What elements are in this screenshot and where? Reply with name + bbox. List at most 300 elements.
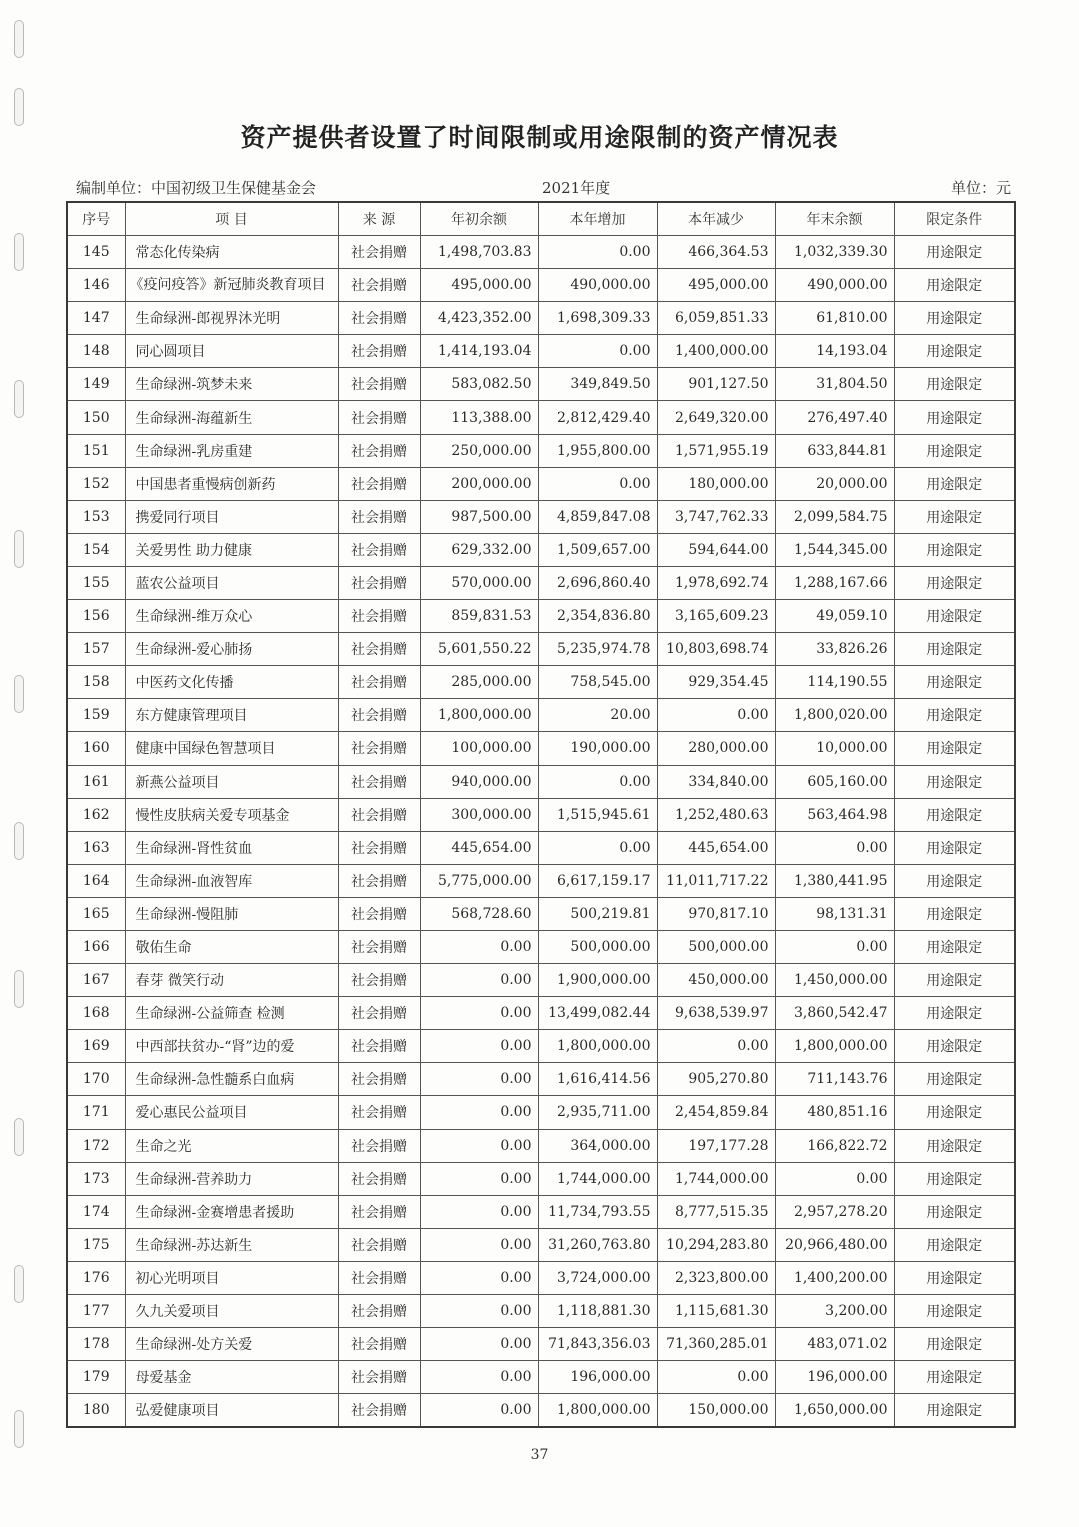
row-opening-balance: 1,498,703.83 xyxy=(420,236,538,269)
page-title: 资产提供者设置了时间限制或用途限制的资产情况表 xyxy=(240,123,839,152)
row-index: 148 xyxy=(67,335,125,368)
row-closing-balance: 10,000.00 xyxy=(775,732,894,765)
row-decrease: 0.00 xyxy=(657,1030,775,1063)
row-project: 同心圆项目 xyxy=(125,335,338,368)
row-index: 158 xyxy=(67,666,125,699)
row-opening-balance: 0.00 xyxy=(420,1261,538,1294)
row-closing-balance: 563,464.98 xyxy=(775,798,894,831)
row-restriction: 用途限定 xyxy=(894,434,1015,467)
row-source: 社会捐赠 xyxy=(338,1261,420,1294)
row-restriction: 用途限定 xyxy=(894,1361,1015,1394)
row-opening-balance: 1,414,193.04 xyxy=(420,335,538,368)
row-increase: 490,000.00 xyxy=(538,269,657,302)
table-row xyxy=(67,401,1015,434)
row-closing-balance: 1,400,200.00 xyxy=(775,1261,894,1294)
row-source: 社会捐赠 xyxy=(338,864,420,897)
row-closing-balance: 1,544,345.00 xyxy=(775,533,894,566)
row-opening-balance: 5,601,550.22 xyxy=(420,633,538,666)
row-restriction: 用途限定 xyxy=(894,930,1015,963)
row-restriction: 用途限定 xyxy=(894,236,1015,269)
row-restriction: 用途限定 xyxy=(894,600,1015,633)
row-project: 生命绿洲-急性髓系白血病 xyxy=(125,1063,338,1096)
row-closing-balance: 114,190.55 xyxy=(775,666,894,699)
row-opening-balance: 0.00 xyxy=(420,1162,538,1195)
row-project: 久九关爱项目 xyxy=(125,1295,338,1328)
compiling-unit: 编制单位：中国初级卫生保健基金会 xyxy=(76,179,317,197)
row-project: 敬佑生命 xyxy=(125,930,338,963)
row-source: 社会捐赠 xyxy=(338,1063,420,1096)
row-restriction: 用途限定 xyxy=(894,401,1015,434)
row-index: 154 xyxy=(67,533,125,566)
row-source: 社会捐赠 xyxy=(338,269,420,302)
row-restriction: 用途限定 xyxy=(894,1129,1015,1162)
row-project: 生命绿洲-维万众心 xyxy=(125,600,338,633)
row-restriction: 用途限定 xyxy=(894,732,1015,765)
table-row xyxy=(67,566,1015,599)
row-decrease: 1,744,000.00 xyxy=(657,1162,775,1195)
row-opening-balance: 0.00 xyxy=(420,1195,538,1228)
row-restriction: 用途限定 xyxy=(894,1195,1015,1228)
row-closing-balance: 1,450,000.00 xyxy=(775,964,894,997)
table-row xyxy=(67,997,1015,1030)
row-opening-balance: 0.00 xyxy=(420,1129,538,1162)
row-increase: 196,000.00 xyxy=(538,1361,657,1394)
row-decrease: 495,000.00 xyxy=(657,269,775,302)
row-decrease: 71,360,285.01 xyxy=(657,1328,775,1361)
table-row xyxy=(67,666,1015,699)
row-decrease: 2,649,320.00 xyxy=(657,401,775,434)
row-index: 161 xyxy=(67,765,125,798)
row-decrease: 1,400,000.00 xyxy=(657,335,775,368)
table-row xyxy=(67,964,1015,997)
row-source: 社会捐赠 xyxy=(338,434,420,467)
row-closing-balance: 20,000.00 xyxy=(775,467,894,500)
row-decrease: 970,817.10 xyxy=(657,897,775,930)
row-restriction: 用途限定 xyxy=(894,699,1015,732)
row-source: 社会捐赠 xyxy=(338,1129,420,1162)
row-project: 春芽 微笑行动 xyxy=(125,964,338,997)
row-decrease: 500,000.00 xyxy=(657,930,775,963)
table-row xyxy=(67,897,1015,930)
row-project: 生命绿洲-公益筛查 检测 xyxy=(125,997,338,1030)
row-restriction: 用途限定 xyxy=(894,467,1015,500)
table-row xyxy=(67,1030,1015,1063)
row-closing-balance: 711,143.76 xyxy=(775,1063,894,1096)
row-index: 156 xyxy=(67,600,125,633)
row-closing-balance: 20,966,480.00 xyxy=(775,1228,894,1261)
row-restriction: 用途限定 xyxy=(894,798,1015,831)
row-restriction: 用途限定 xyxy=(894,533,1015,566)
row-restriction: 用途限定 xyxy=(894,666,1015,699)
row-decrease: 929,354.45 xyxy=(657,666,775,699)
row-increase: 2,812,429.40 xyxy=(538,401,657,434)
row-project: 生命绿洲-肾性贫血 xyxy=(125,831,338,864)
row-project: 生命绿洲-金赛增患者援助 xyxy=(125,1195,338,1228)
row-decrease: 197,177.28 xyxy=(657,1129,775,1162)
table-row xyxy=(67,1228,1015,1261)
row-opening-balance: 0.00 xyxy=(420,1361,538,1394)
row-index: 153 xyxy=(67,500,125,533)
row-opening-balance: 1,800,000.00 xyxy=(420,699,538,732)
row-source: 社会捐赠 xyxy=(338,666,420,699)
row-source: 社会捐赠 xyxy=(338,302,420,335)
row-opening-balance: 0.00 xyxy=(420,1096,538,1129)
row-index: 146 xyxy=(67,269,125,302)
table-row xyxy=(67,732,1015,765)
row-increase: 71,843,356.03 xyxy=(538,1328,657,1361)
row-decrease: 466,364.53 xyxy=(657,236,775,269)
row-increase: 1,955,800.00 xyxy=(538,434,657,467)
row-increase: 758,545.00 xyxy=(538,666,657,699)
header-decrease: 本年减少 xyxy=(657,202,775,236)
table-row xyxy=(67,1129,1015,1162)
table-row xyxy=(67,600,1015,633)
row-opening-balance: 987,500.00 xyxy=(420,500,538,533)
row-project: 生命绿洲-血液智库 xyxy=(125,864,338,897)
row-restriction: 用途限定 xyxy=(894,1295,1015,1328)
restricted-assets-table xyxy=(66,201,1016,1428)
row-closing-balance: 0.00 xyxy=(775,930,894,963)
row-source: 社会捐赠 xyxy=(338,1228,420,1261)
row-index: 150 xyxy=(67,401,125,434)
table-row xyxy=(67,930,1015,963)
row-opening-balance: 570,000.00 xyxy=(420,566,538,599)
row-decrease: 150,000.00 xyxy=(657,1394,775,1428)
table-row xyxy=(67,765,1015,798)
table-row xyxy=(67,335,1015,368)
row-source: 社会捐赠 xyxy=(338,500,420,533)
row-source: 社会捐赠 xyxy=(338,467,420,500)
row-restriction: 用途限定 xyxy=(894,831,1015,864)
row-opening-balance: 583,082.50 xyxy=(420,368,538,401)
row-closing-balance: 1,650,000.00 xyxy=(775,1394,894,1428)
row-closing-balance: 2,957,278.20 xyxy=(775,1195,894,1228)
table-body xyxy=(67,236,1015,1428)
table-row xyxy=(67,1394,1015,1428)
row-increase: 1,744,000.00 xyxy=(538,1162,657,1195)
punch-hole xyxy=(14,380,24,418)
row-restriction: 用途限定 xyxy=(894,500,1015,533)
row-restriction: 用途限定 xyxy=(894,1394,1015,1428)
header-closing-balance: 年末余额 xyxy=(775,202,894,236)
row-project: 生命绿洲-营养助力 xyxy=(125,1162,338,1195)
row-opening-balance: 859,831.53 xyxy=(420,600,538,633)
row-project: 中西部扶贫办-“肾”边的爱 xyxy=(125,1030,338,1063)
row-index: 175 xyxy=(67,1228,125,1261)
row-opening-balance: 100,000.00 xyxy=(420,732,538,765)
row-project: 《疫问疫答》新冠肺炎教育项目 xyxy=(125,269,338,302)
row-closing-balance: 1,800,020.00 xyxy=(775,699,894,732)
row-opening-balance: 0.00 xyxy=(420,1063,538,1096)
row-opening-balance: 629,332.00 xyxy=(420,533,538,566)
row-opening-balance: 300,000.00 xyxy=(420,798,538,831)
header-source: 来 源 xyxy=(338,202,420,236)
row-project: 健康中国绿色智慧项目 xyxy=(125,732,338,765)
row-increase: 31,260,763.80 xyxy=(538,1228,657,1261)
row-increase: 1,616,414.56 xyxy=(538,1063,657,1096)
row-decrease: 334,840.00 xyxy=(657,765,775,798)
row-project: 生命绿洲-苏达新生 xyxy=(125,1228,338,1261)
table-row xyxy=(67,1162,1015,1195)
row-restriction: 用途限定 xyxy=(894,1096,1015,1129)
row-decrease: 3,165,609.23 xyxy=(657,600,775,633)
row-opening-balance: 5,775,000.00 xyxy=(420,864,538,897)
row-decrease: 6,059,851.33 xyxy=(657,302,775,335)
row-closing-balance: 3,860,542.47 xyxy=(775,997,894,1030)
punch-hole xyxy=(14,1265,24,1303)
row-increase: 5,235,974.78 xyxy=(538,633,657,666)
row-closing-balance: 166,822.72 xyxy=(775,1129,894,1162)
header-index: 序号 xyxy=(67,202,125,236)
row-decrease: 901,127.50 xyxy=(657,368,775,401)
row-opening-balance: 4,423,352.00 xyxy=(420,302,538,335)
table-row xyxy=(67,302,1015,335)
row-decrease: 905,270.80 xyxy=(657,1063,775,1096)
table-row xyxy=(67,699,1015,732)
page-number: 37 xyxy=(530,1447,549,1463)
row-increase: 0.00 xyxy=(538,467,657,500)
row-closing-balance: 98,131.31 xyxy=(775,897,894,930)
row-decrease: 10,803,698.74 xyxy=(657,633,775,666)
row-index: 169 xyxy=(67,1030,125,1063)
row-opening-balance: 0.00 xyxy=(420,997,538,1030)
row-decrease: 1,252,480.63 xyxy=(657,798,775,831)
row-source: 社会捐赠 xyxy=(338,1394,420,1428)
row-increase: 1,900,000.00 xyxy=(538,964,657,997)
row-restriction: 用途限定 xyxy=(894,1228,1015,1261)
table-row xyxy=(67,500,1015,533)
row-source: 社会捐赠 xyxy=(338,997,420,1030)
row-decrease: 0.00 xyxy=(657,699,775,732)
row-decrease: 1,115,681.30 xyxy=(657,1295,775,1328)
row-opening-balance: 0.00 xyxy=(420,964,538,997)
row-decrease: 0.00 xyxy=(657,1361,775,1394)
row-source: 社会捐赠 xyxy=(338,1195,420,1228)
row-increase: 20.00 xyxy=(538,699,657,732)
row-increase: 0.00 xyxy=(538,831,657,864)
row-restriction: 用途限定 xyxy=(894,269,1015,302)
row-restriction: 用途限定 xyxy=(894,1162,1015,1195)
row-opening-balance: 445,654.00 xyxy=(420,831,538,864)
row-source: 社会捐赠 xyxy=(338,600,420,633)
row-increase: 4,859,847.08 xyxy=(538,500,657,533)
punch-hole xyxy=(14,233,24,271)
table-row xyxy=(67,236,1015,269)
row-closing-balance: 483,071.02 xyxy=(775,1328,894,1361)
row-restriction: 用途限定 xyxy=(894,1328,1015,1361)
row-source: 社会捐赠 xyxy=(338,335,420,368)
row-index: 166 xyxy=(67,930,125,963)
row-restriction: 用途限定 xyxy=(894,864,1015,897)
row-closing-balance: 276,497.40 xyxy=(775,401,894,434)
row-increase: 1,800,000.00 xyxy=(538,1030,657,1063)
row-restriction: 用途限定 xyxy=(894,1030,1015,1063)
row-index: 152 xyxy=(67,467,125,500)
row-project: 携爱同行项目 xyxy=(125,500,338,533)
row-project: 生命绿洲-处方关爱 xyxy=(125,1328,338,1361)
row-decrease: 445,654.00 xyxy=(657,831,775,864)
table-row xyxy=(67,1195,1015,1228)
header-opening-balance: 年初余额 xyxy=(420,202,538,236)
row-source: 社会捐赠 xyxy=(338,533,420,566)
table-row xyxy=(67,1361,1015,1394)
punch-hole xyxy=(14,970,24,1008)
row-project: 生命之光 xyxy=(125,1129,338,1162)
table-row xyxy=(67,831,1015,864)
row-opening-balance: 0.00 xyxy=(420,1228,538,1261)
row-index: 180 xyxy=(67,1394,125,1428)
row-source: 社会捐赠 xyxy=(338,401,420,434)
row-index: 177 xyxy=(67,1295,125,1328)
row-index: 157 xyxy=(67,633,125,666)
row-closing-balance: 33,826.26 xyxy=(775,633,894,666)
table-row xyxy=(67,1063,1015,1096)
row-opening-balance: 250,000.00 xyxy=(420,434,538,467)
row-restriction: 用途限定 xyxy=(894,765,1015,798)
row-opening-balance: 568,728.60 xyxy=(420,897,538,930)
row-restriction: 用途限定 xyxy=(894,335,1015,368)
row-closing-balance: 0.00 xyxy=(775,1162,894,1195)
report-year: 2021年度 xyxy=(542,179,611,197)
row-project: 爱心惠民公益项目 xyxy=(125,1096,338,1129)
row-closing-balance: 633,844.81 xyxy=(775,434,894,467)
header-increase: 本年增加 xyxy=(538,202,657,236)
row-source: 社会捐赠 xyxy=(338,831,420,864)
punch-hole xyxy=(14,20,24,58)
row-index: 159 xyxy=(67,699,125,732)
row-decrease: 1,571,955.19 xyxy=(657,434,775,467)
row-restriction: 用途限定 xyxy=(894,1063,1015,1096)
row-increase: 349,849.50 xyxy=(538,368,657,401)
row-index: 172 xyxy=(67,1129,125,1162)
row-closing-balance: 14,193.04 xyxy=(775,335,894,368)
row-decrease: 3,747,762.33 xyxy=(657,500,775,533)
row-decrease: 2,454,859.84 xyxy=(657,1096,775,1129)
row-closing-balance: 605,160.00 xyxy=(775,765,894,798)
row-restriction: 用途限定 xyxy=(894,302,1015,335)
table-row xyxy=(67,1328,1015,1361)
row-project: 慢性皮肤病关爱专项基金 xyxy=(125,798,338,831)
row-opening-balance: 0.00 xyxy=(420,1030,538,1063)
table-row xyxy=(67,1295,1015,1328)
punch-hole xyxy=(14,1118,24,1156)
row-opening-balance: 200,000.00 xyxy=(420,467,538,500)
table-row xyxy=(67,798,1015,831)
row-project: 蓝农公益项目 xyxy=(125,566,338,599)
row-opening-balance: 0.00 xyxy=(420,930,538,963)
row-project: 东方健康管理项目 xyxy=(125,699,338,732)
row-decrease: 10,294,283.80 xyxy=(657,1228,775,1261)
row-index: 165 xyxy=(67,897,125,930)
table-row xyxy=(67,1096,1015,1129)
row-index: 162 xyxy=(67,798,125,831)
row-restriction: 用途限定 xyxy=(894,633,1015,666)
row-project: 新燕公益项目 xyxy=(125,765,338,798)
row-decrease: 594,644.00 xyxy=(657,533,775,566)
table-row xyxy=(67,1261,1015,1294)
row-source: 社会捐赠 xyxy=(338,633,420,666)
row-source: 社会捐赠 xyxy=(338,1361,420,1394)
row-closing-balance: 480,851.16 xyxy=(775,1096,894,1129)
row-source: 社会捐赠 xyxy=(338,1030,420,1063)
row-index: 179 xyxy=(67,1361,125,1394)
row-decrease: 2,323,800.00 xyxy=(657,1261,775,1294)
row-closing-balance: 3,200.00 xyxy=(775,1295,894,1328)
punch-hole xyxy=(14,822,24,860)
row-index: 147 xyxy=(67,302,125,335)
row-source: 社会捐赠 xyxy=(338,1162,420,1195)
currency-unit: 单位：元 xyxy=(950,179,1011,197)
punch-hole xyxy=(14,675,24,713)
row-project: 母爱基金 xyxy=(125,1361,338,1394)
row-source: 社会捐赠 xyxy=(338,236,420,269)
row-restriction: 用途限定 xyxy=(894,897,1015,930)
row-closing-balance: 49,059.10 xyxy=(775,600,894,633)
row-project: 中国患者重慢病创新药 xyxy=(125,467,338,500)
table-row xyxy=(67,269,1015,302)
row-decrease: 11,011,717.22 xyxy=(657,864,775,897)
row-source: 社会捐赠 xyxy=(338,1328,420,1361)
row-closing-balance: 61,810.00 xyxy=(775,302,894,335)
row-closing-balance: 196,000.00 xyxy=(775,1361,894,1394)
row-decrease: 280,000.00 xyxy=(657,732,775,765)
row-opening-balance: 285,000.00 xyxy=(420,666,538,699)
row-increase: 11,734,793.55 xyxy=(538,1195,657,1228)
row-project: 关爱男性 助力健康 xyxy=(125,533,338,566)
row-restriction: 用途限定 xyxy=(894,997,1015,1030)
row-increase: 2,696,860.40 xyxy=(538,566,657,599)
row-opening-balance: 113,388.00 xyxy=(420,401,538,434)
row-index: 163 xyxy=(67,831,125,864)
row-increase: 500,000.00 xyxy=(538,930,657,963)
row-restriction: 用途限定 xyxy=(894,1261,1015,1294)
row-project: 生命绿洲-爱心肺扬 xyxy=(125,633,338,666)
row-increase: 13,499,082.44 xyxy=(538,997,657,1030)
row-project: 生命绿洲-慢阻肺 xyxy=(125,897,338,930)
row-decrease: 450,000.00 xyxy=(657,964,775,997)
row-decrease: 8,777,515.35 xyxy=(657,1195,775,1228)
row-opening-balance: 0.00 xyxy=(420,1328,538,1361)
row-increase: 1,118,881.30 xyxy=(538,1295,657,1328)
row-opening-balance: 940,000.00 xyxy=(420,765,538,798)
row-decrease: 180,000.00 xyxy=(657,467,775,500)
row-source: 社会捐赠 xyxy=(338,368,420,401)
row-restriction: 用途限定 xyxy=(894,368,1015,401)
row-project: 生命绿洲-乳房重建 xyxy=(125,434,338,467)
row-increase: 0.00 xyxy=(538,765,657,798)
row-source: 社会捐赠 xyxy=(338,798,420,831)
row-decrease: 1,978,692.74 xyxy=(657,566,775,599)
row-closing-balance: 1,288,167.66 xyxy=(775,566,894,599)
row-closing-balance: 0.00 xyxy=(775,831,894,864)
row-increase: 2,354,836.80 xyxy=(538,600,657,633)
table-row xyxy=(67,864,1015,897)
row-source: 社会捐赠 xyxy=(338,566,420,599)
header-project: 项 目 xyxy=(125,202,338,236)
table-row xyxy=(67,633,1015,666)
row-increase: 0.00 xyxy=(538,335,657,368)
row-index: 145 xyxy=(67,236,125,269)
row-increase: 500,219.81 xyxy=(538,897,657,930)
row-project: 中医药文化传播 xyxy=(125,666,338,699)
row-source: 社会捐赠 xyxy=(338,699,420,732)
row-closing-balance: 490,000.00 xyxy=(775,269,894,302)
row-index: 174 xyxy=(67,1195,125,1228)
row-index: 171 xyxy=(67,1096,125,1129)
row-index: 178 xyxy=(67,1328,125,1361)
row-index: 167 xyxy=(67,964,125,997)
row-project: 生命绿洲-郎视界沐光明 xyxy=(125,302,338,335)
